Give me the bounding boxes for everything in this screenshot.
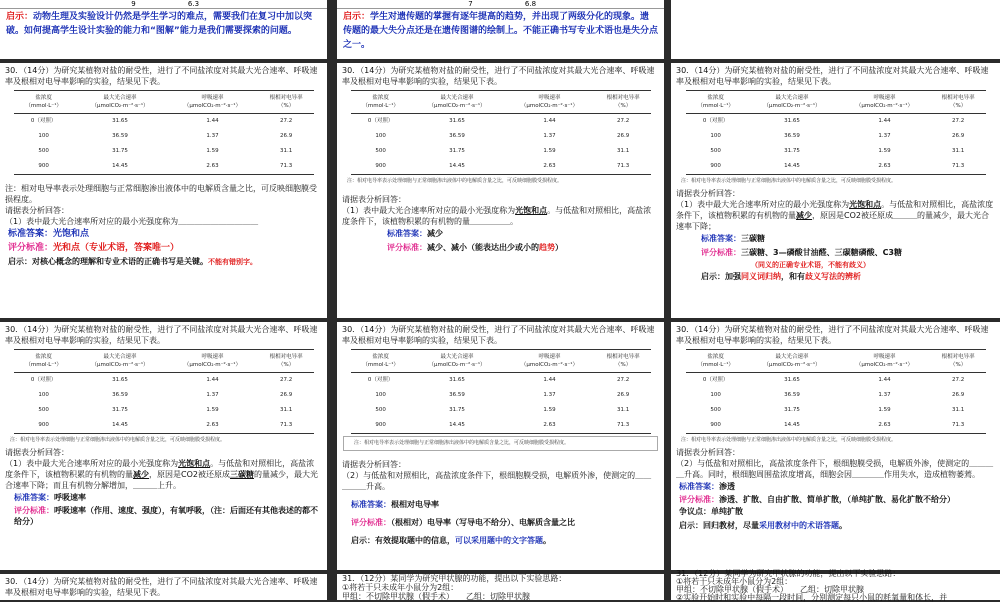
answer-label: 标准答案：	[351, 500, 391, 509]
criteria-highlight: 趋势	[539, 243, 555, 252]
standard-answer	[0, 227, 327, 241]
scoring-criteria	[337, 516, 664, 530]
answer-label: 标准答案：	[387, 229, 427, 238]
table-cell: 500	[375, 148, 386, 154]
tip-highlight: 可以采用题中的文字答题	[455, 536, 543, 545]
table-cell: 0（对照）	[367, 118, 394, 124]
table-header: 呼吸速率 （μmolCO₂·m⁻²·s⁻¹）	[503, 91, 595, 114]
table-header: 根相对电导率 （%）	[931, 350, 986, 373]
table-header: 最大光合速率 （μmolCO₂·m⁻²·s⁻¹）	[411, 91, 503, 114]
sub-question: （1）表中最大光合速率所对应的最小光强度称为＿＿＿＿＿＿＿＿＿＿	[5, 217, 259, 226]
sub-question-text: 上升。	[157, 481, 181, 490]
table-cell: 100	[710, 392, 721, 398]
table-header: 呼吸速率 （μmolCO₂·m⁻²·s⁻¹）	[166, 350, 258, 373]
stem-line: ①将若干只未成年小鼠分为2组：	[676, 577, 793, 586]
slide-q1-organic-matter	[337, 63, 664, 318]
criteria-text: （根相对）电导率（写导电不给分）、电解质含量之比	[391, 518, 575, 527]
stem-line: 31．（12分）某同学为研究甲状腺的功能，提出以下实验思路：	[676, 569, 901, 578]
instruction: 请据表分析回答：	[342, 195, 406, 204]
tip-text: 。	[839, 521, 847, 530]
table-cell: 1.44	[206, 377, 219, 383]
sub-question-text: ，原因是CO2被还原成	[812, 211, 893, 220]
table-header: 根相对电导率 （%）	[596, 91, 651, 114]
table-cell: 14.45	[411, 159, 503, 175]
stem-line: 31．（12分）某同学为研究甲状腺的功能，提出以下实验思路：	[342, 574, 567, 583]
table-header: 盐浓度 （mmol·L⁻¹）	[351, 350, 411, 373]
criteria-label: 评分标准：	[14, 506, 54, 515]
table-cell: 2.63	[838, 159, 930, 175]
table-cell: 71.3	[259, 418, 314, 434]
sub-question: （2）与低盐和对照相比，高盐浓度条件下，根细胞膜受损，电解质外渗，使测定的＿＿＿＿＿升高。	[342, 471, 652, 491]
sub-question-text: 。与低盐和对照相比，高盐浓度条件下，该植物积累的有机物的量	[342, 206, 652, 226]
question-stem	[671, 570, 1000, 602]
data-table	[14, 90, 314, 175]
table-cell: 31.75	[112, 407, 128, 413]
standard-answer	[671, 480, 1000, 494]
table-cell: 31.65	[112, 118, 128, 124]
table-cell: 26.9	[951, 392, 965, 398]
sub-question-text: 而且有机物分解增加，	[53, 481, 133, 490]
sub-question-text: （2）与低盐和对照相比，高盐浓度条件下，根细胞膜受损，电解质外渗，使测定的	[676, 459, 970, 468]
tip-block	[0, 255, 327, 269]
table-cell: 500	[375, 407, 386, 413]
sub-question-text: ，原因是CO2被还原成	[149, 470, 230, 479]
table-cell: 1.44	[543, 118, 556, 124]
dispute-point	[671, 505, 1000, 519]
answer-label: 标准答案：	[14, 493, 54, 502]
table-cell: 0（对照）	[30, 377, 57, 383]
scoring-criteria	[337, 241, 664, 255]
stem-line: 甲组：不切除甲状腺（假手术） 乙组：切除甲状腺	[342, 592, 530, 601]
table-note: 注：相对电导率表示处理细胞与正常细胞渗出液体中的电解质含量之比，可反映细胞膜受损程度。	[343, 436, 658, 451]
tip-block	[337, 534, 664, 548]
scoring-criteria	[671, 494, 1000, 505]
table-cell: 900	[686, 418, 746, 434]
answer-text: 渗透	[719, 482, 735, 491]
table-cell: 71.3	[596, 418, 651, 434]
standard-answer	[337, 227, 664, 241]
table-cell: 14.45	[74, 418, 166, 434]
dispute-text: 单纯扩散	[711, 507, 743, 516]
criteria-text: 呼吸速率（作用、速度、强度），有氧呼吸，（注：后面还有其他表述的都不给分）	[14, 506, 318, 526]
table-cell: 36.59	[112, 133, 128, 139]
table-cell: 1.37	[878, 133, 891, 139]
table-cell: 31.1	[279, 148, 293, 154]
data-table	[351, 349, 651, 434]
stem-line: ①将若干只未成年小鼠分为2组：	[342, 583, 459, 592]
slide-bottom-left	[0, 574, 327, 600]
sub-question-text: 升高。	[366, 482, 390, 491]
table-cell: 2.63	[166, 159, 258, 175]
sub-question: （1）表中最大光合速率所对应的最小光强度称为光饱和点。与低盐和对照相比，高盐浓度条件下，该植物积累的有机物的量减少，原因是CO2被还原成三碳糖的量减少，最大光合速率下降；而且有机物分解增加，＿＿＿上升。	[5, 459, 318, 490]
table-cell: 500	[710, 407, 721, 413]
criteria-label: 评分标准：	[701, 248, 741, 257]
table-cell: 1.44	[206, 118, 219, 124]
standard-answer	[671, 232, 1000, 246]
table-cell: 7	[468, 0, 473, 8]
table-cell: 26.9	[951, 133, 965, 139]
table-cell: 1.37	[206, 133, 219, 139]
table-header: 最大光合速率 （μmolCO₂·m⁻²·s⁻¹）	[746, 350, 838, 373]
table-cell: 1.44	[878, 118, 891, 124]
table-cell: 0（对照）	[30, 118, 57, 124]
table-cell: 1.59	[878, 148, 891, 154]
table-header: 呼吸速率 （μmolCO₂·m⁻²·s⁻¹）	[166, 91, 258, 114]
table-cell: 14.45	[411, 418, 503, 434]
slide-q2-osmosis	[671, 322, 1000, 570]
table-cell: 31.1	[616, 407, 630, 413]
table-header: 最大光合速率 （μmolCO₂·m⁻²·s⁻¹）	[411, 350, 503, 373]
table-cell: 31.65	[449, 118, 465, 124]
table-cell: 31.75	[784, 148, 800, 154]
question-stem: 30．（14分）为研究某植物对盐的耐受性，进行了不同盐浓度对其最大光合速率、呼吸速率及根相对电导率影响的实验，结果见下表。	[676, 325, 989, 345]
table-cell: 1.44	[543, 377, 556, 383]
table-header: 根相对电导率 （%）	[596, 350, 651, 373]
criteria-label: 评分标准：	[387, 243, 427, 252]
table-cell: 1.59	[543, 148, 556, 154]
table-cell: 500	[38, 148, 49, 154]
table-cell: 1.44	[878, 377, 891, 383]
table-cell: 2.63	[503, 418, 595, 434]
data-table	[14, 349, 314, 434]
answer-label: 标准答案：	[679, 482, 719, 491]
instruction: 请据表分析回答：	[5, 206, 69, 215]
tip-label: 启示：	[6, 12, 34, 22]
slide-q2-conductivity	[337, 322, 664, 570]
table-cell: 0（对照）	[367, 377, 394, 383]
table-header: 最大光合速率 （μmolCO₂·m⁻²·s⁻¹）	[74, 350, 166, 373]
table-header: 盐浓度 （mmol·L⁻¹）	[14, 91, 74, 114]
sub-question-text: （1）表中最大光合速率所对应的最小光强度称为	[5, 459, 179, 468]
tip-highlight: 同义词归纳	[741, 272, 781, 281]
table-cell: 31.75	[449, 407, 465, 413]
tip-text: ，和有	[781, 272, 805, 281]
table-cell: 900	[351, 418, 411, 434]
table-cell: 2.63	[838, 418, 930, 434]
table-cell: 31.65	[112, 377, 128, 383]
table-header: 根相对电导率 （%）	[259, 350, 314, 373]
table-cell: 0（对照）	[702, 118, 729, 124]
sub-question-text: 作用失水，造成植物萎蔫。	[884, 470, 980, 479]
table-header: 盐浓度 （mmol·L⁻¹）	[686, 91, 746, 114]
sub-question-text: （1）表中最大光合速率所对应的最小光强度称为	[676, 200, 850, 209]
table-cell: 100	[38, 392, 49, 398]
answer-text: 呼吸速率	[54, 493, 86, 502]
table-cell: 27.2	[279, 118, 293, 124]
criteria-label: 评分标准：	[679, 495, 719, 504]
instruction: 请据表分析回答：	[676, 448, 740, 457]
table-cell: 1.59	[206, 148, 219, 154]
slide-top-middle	[337, 0, 664, 59]
table-note: 注：相对电导率表示处理细胞与正常细胞渗出液体中的电解质含量之比，可反映细胞膜受损程度。	[681, 437, 897, 443]
table-cell: 1.37	[206, 392, 219, 398]
standard-answer	[337, 498, 664, 512]
tip-highlight: 采用教材中的术语答题	[759, 521, 839, 530]
table-cell: 26.9	[616, 392, 630, 398]
question-stem: 30．（14分）为研究某植物对盐的耐受性，进行了不同盐浓度对其最大光合速率、呼吸速率及根相对电导率影响的实验，结果见下表。	[5, 325, 318, 345]
table-cell: 27.2	[951, 377, 965, 383]
criteria-text: 光和点（专业术语，答案唯一）	[53, 243, 180, 253]
tip-text: 加强	[725, 272, 741, 281]
table-fragment	[0, 0, 327, 9]
table-cell: 31.1	[951, 148, 965, 154]
table-cell: 31.75	[112, 148, 128, 154]
filled-blank: 减少	[796, 211, 812, 220]
table-cell: 71.3	[931, 418, 986, 434]
table-note: 注：相对电导率表示处理细胞与正常细胞渗出液体中的电解质含量之比，可反映细胞膜受损程度。	[10, 437, 226, 443]
table-header: 呼吸速率 （μmolCO₂·m⁻²·s⁻¹）	[838, 91, 930, 114]
question-stem: 30．（14分）为研究某植物对盐的耐受性，进行了不同盐浓度对其最大光合速率、呼吸速率及根相对电导率影响的实验，结果见下表。	[5, 66, 318, 86]
table-cell: 26.9	[616, 133, 630, 139]
slide-top-left	[0, 0, 327, 59]
data-table	[351, 90, 651, 175]
table-header: 呼吸速率 （μmolCO₂·m⁻²·s⁻¹）	[838, 350, 930, 373]
table-cell: 31.1	[616, 148, 630, 154]
table-header: 根相对电导率 （%）	[259, 91, 314, 114]
table-cell: 9	[131, 0, 136, 8]
table-cell: 900	[14, 418, 74, 434]
standard-answer	[0, 491, 327, 505]
stem-line: ②实验开始时和实验中每隔一段时间，分别测定每只小鼠的耗氧量和体长，并	[676, 593, 948, 602]
tip-highlight: 歧义写法的辨析	[805, 272, 861, 281]
answer-text: 减少	[427, 229, 443, 238]
table-cell: 27.2	[279, 377, 293, 383]
table-cell: 1.37	[543, 133, 556, 139]
sub-question: （2）与低盐和对照相比，高盐浓度条件下，根细胞膜受损，电解质外渗，使测定的＿＿＿＿升高。同时，根细胞周围盐浓度增高，细胞会因＿＿＿＿作用失水，造成植物萎蔫。	[676, 459, 994, 479]
tip-block	[671, 519, 1000, 533]
table-cell: 14.45	[746, 418, 838, 434]
question-stem: 30．（14分）为研究某植物对盐的耐受性，进行了不同盐浓度对其最大光合速率、呼吸速率及根相对电导率影响的实验，结果见下表。	[5, 577, 318, 597]
table-note: 注：相对电导率表示处理细胞与正常细胞渗出液体中的电解质含量之比，可反映细胞膜受损程度。	[347, 178, 563, 184]
table-cell: 6.3	[187, 0, 200, 8]
table-cell: 71.3	[931, 159, 986, 175]
filled-blank: 减少	[133, 470, 149, 479]
table-cell: 71.3	[596, 159, 651, 175]
scoring-criteria	[0, 505, 327, 527]
criteria-text: 渗透、扩散、自由扩散、简单扩散，（单纯扩散、易化扩散不给分）	[719, 495, 955, 504]
table-cell: 31.1	[951, 407, 965, 413]
filled-blank: 光饱和点	[849, 200, 882, 209]
table-cell: 500	[710, 148, 721, 154]
table-cell: 31.65	[449, 377, 465, 383]
table-cell: 27.2	[951, 118, 965, 124]
dispute-label: 争议点：	[679, 507, 711, 516]
answer-text: 光饱和点	[53, 229, 90, 239]
table-cell: 26.9	[279, 133, 293, 139]
answer-label: 标准答案：	[8, 229, 54, 239]
filled-blank: 光饱和点	[515, 206, 548, 215]
question-stem: 30．（14分）为研究某植物对盐的耐受性，进行了不同盐浓度对其最大光合速率、呼吸速率及根相对电导率影响的实验，结果见下表。	[342, 325, 655, 345]
table-cell: 27.2	[616, 377, 630, 383]
table-cell: 14.45	[74, 159, 166, 175]
table-cell: 36.59	[449, 133, 465, 139]
sub-question-text: 的量减少，最大光合速率下降；	[5, 470, 318, 490]
tip-text: 有效提取题中的信息，	[375, 536, 455, 545]
slide-bottom-right	[671, 569, 1000, 602]
table-cell: 1.59	[543, 407, 556, 413]
tip-label: 启示：	[343, 12, 371, 22]
table-cell: 2.63	[503, 159, 595, 175]
table-note: 注：相对电导率表示处理细胞与正常细胞渗出液体中的电解质含量之比，可反映细胞膜受损程度。	[5, 184, 317, 204]
table-header: 盐浓度 （mmol·L⁻¹）	[351, 91, 411, 114]
table-cell: 900	[14, 159, 74, 175]
table-cell: 71.3	[259, 159, 314, 175]
criteria-text: 减少、减小（能表达出少或小的	[427, 243, 539, 252]
tip-label: 启示：	[8, 257, 32, 266]
table-cell: 100	[375, 392, 386, 398]
question-stem: 30．（14分）为研究某植物对盐的耐受性，进行了不同盐浓度对其最大光合速率、呼吸速率及根相对电导率影响的实验，结果见下表。	[342, 66, 655, 86]
slide-q1-co2-reduction	[671, 63, 1000, 318]
table-cell: 2.63	[166, 418, 258, 434]
sub-question-text: 。与低盐和对照相比，高盐浓度条件下，该植物积累的有机物的量	[5, 459, 315, 479]
tip-highlight: 不能有错别字。	[208, 258, 257, 266]
criteria-label: 评分标准：	[351, 518, 391, 527]
sub-question-text: （1）表中最大光合速率所对应的最小光强度称为	[342, 206, 516, 215]
slide-top-right	[671, 0, 1000, 59]
criteria-label: 评分标准：	[8, 243, 54, 253]
sub-question-text: 。与低盐和对照相比，高盐浓度条件下，该植物积累的有机物的量	[676, 200, 994, 220]
sub-question-text: （2）与低盐和对照相比，高盐浓度条件下，根细胞膜受损，电解质外渗，使测定的	[342, 471, 636, 480]
table-header: 最大光合速率 （μmolCO₂·m⁻²·s⁻¹）	[746, 91, 838, 114]
criteria-text: 三碳糖、3—磷酸甘油醛、三碳糖磷酸、C3糖	[741, 248, 903, 257]
tip-label: 启示：	[679, 521, 703, 530]
table-cell: 31.1	[279, 407, 293, 413]
scoring-criteria	[0, 241, 327, 255]
table-cell: 1.37	[543, 392, 556, 398]
tip-block	[671, 270, 1000, 284]
tip-label: 启示：	[351, 536, 375, 545]
table-cell: 36.59	[784, 392, 800, 398]
table-cell: 27.2	[616, 118, 630, 124]
criteria-note: （同义的正确专业术语，不能有歧义）	[751, 261, 870, 269]
table-cell: 100	[710, 133, 721, 139]
table-cell: 900	[351, 159, 411, 175]
stem-line: 甲组：不切除甲状腺（假手术） 乙组：切除甲状腺	[676, 585, 864, 594]
instruction: 请据表分析回答：	[5, 448, 69, 457]
tip-text: 动物生理及实验设计仍然是学生学习的难点，需要我们在复习中加以突破。如何提高学生设计实验的能力和“图解”能力是我们需要探索的问题。	[6, 12, 313, 36]
table-cell: 31.75	[449, 148, 465, 154]
table-note: 注：相对电导率表示处理细胞与正常细胞渗出液体中的电解质含量之比，可反映细胞膜受损程度。	[681, 178, 897, 184]
table-cell: 36.59	[112, 392, 128, 398]
sub-question-text: 的量减少，最大光合速率下降；	[676, 211, 989, 231]
sub-question-text: 升高。同时，根细胞周围盐浓度增高，细胞会因	[684, 470, 852, 479]
filled-blank: 三碳糖	[229, 470, 254, 479]
table-cell: 1.37	[878, 392, 891, 398]
slide-q1-respiration	[0, 322, 327, 570]
table-cell: 36.59	[784, 133, 800, 139]
instruction: 请据表分析回答：	[342, 460, 406, 469]
table-cell: 6.8	[524, 0, 537, 8]
scoring-criteria	[671, 246, 1000, 260]
table-header: 盐浓度 （mmol·L⁻¹）	[14, 350, 74, 373]
instruction: 请据表分析回答：	[676, 189, 740, 198]
answer-text: 根相对电导率	[391, 500, 439, 509]
data-table	[686, 90, 986, 175]
sub-question: （1）表中最大光合速率所对应的最小光强度称为光饱和点。与低盐和对照相比，高盐浓度条件下，该植物积累的有机物的量减少，原因是CO2被还原成＿＿＿的量减少，最大光合速率下降；	[676, 200, 994, 231]
slide-bottom-middle	[337, 574, 664, 600]
table-header: 盐浓度 （mmol·L⁻¹）	[686, 350, 746, 373]
sub-question: （1）表中最大光合速率所对应的最小光强度称为光饱和点。与低盐和对照相比，高盐浓度条件下，该植物积累的有机物的量＿＿＿＿＿。	[342, 206, 652, 226]
answer-label: 标准答案：	[701, 234, 741, 243]
table-header: 最大光合速率 （μmolCO₂·m⁻²·s⁻¹）	[74, 91, 166, 114]
table-fragment	[337, 0, 664, 9]
tip-text: 对核心概念的理解和专业术语的正确书写是关键。	[32, 257, 208, 266]
table-cell: 31.65	[784, 377, 800, 383]
table-cell: 100	[38, 133, 49, 139]
table-cell: 100	[375, 133, 386, 139]
data-table	[686, 349, 986, 434]
tip-text: 学生对遗传题的掌握有逐年提高的趋势，并出现了两级分化的现象。遗传题的最大失分点还是在遗传图谱的绘制上。不能正确书写专业术语也是失分点之一。	[343, 12, 659, 50]
table-cell: 1.59	[878, 407, 891, 413]
table-cell: 36.59	[449, 392, 465, 398]
tip-text: 回归教材，尽量	[703, 521, 759, 530]
table-cell: 31.75	[784, 407, 800, 413]
table-header: 呼吸速率 （μmolCO₂·m⁻²·s⁻¹）	[503, 350, 595, 373]
table-cell: 31.65	[784, 118, 800, 124]
criteria-text: ）	[555, 243, 563, 252]
table-cell: 900	[686, 159, 746, 175]
answer-text: 三碳糖	[741, 234, 765, 243]
tip-text: 。	[543, 536, 551, 545]
question-stem	[337, 574, 664, 601]
filled-blank: 光饱和点	[178, 459, 211, 468]
tip-label: 启示：	[701, 272, 725, 281]
table-cell: 500	[38, 407, 49, 413]
sub-question-text: （1）表中最大光合速率所对应的最小光强度称为	[5, 217, 179, 226]
slide-q1-light-saturation	[0, 63, 327, 318]
table-header: 根相对电导率 （%）	[931, 91, 986, 114]
question-stem: 30．（14分）为研究某植物对盐的耐受性，进行了不同盐浓度对其最大光合速率、呼吸速率及根相对电导率影响的实验，结果见下表。	[676, 66, 989, 86]
table-cell: 0（对照）	[702, 377, 729, 383]
table-cell: 1.59	[206, 407, 219, 413]
table-cell: 14.45	[746, 159, 838, 175]
table-cell: 26.9	[279, 392, 293, 398]
